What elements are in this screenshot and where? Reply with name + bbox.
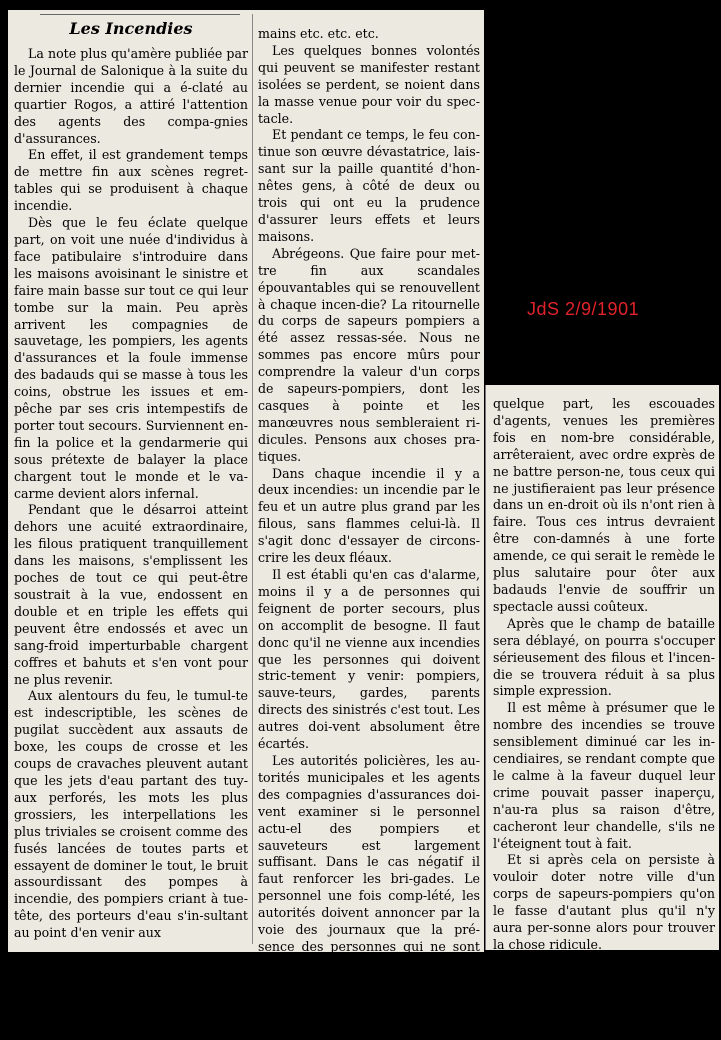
article-column-3: [493, 396, 715, 971]
paragraph: Pendant que le désarroi atteint dehors une acuité extraordinaire, les filous pratiquent tranquillement dans les maisons, s'emplissent les poches de tout ce qui peut-être soustrait à la vue, endossent en double et en triple les effets qui peuvent être endossés et avec un sang-froid imperturbable chargent coffres et bahuts et s'en vont pour ne plus revenir.: [14, 502, 248, 687]
paragraph: Et pendant ce temps, le feu con-tinue son œuvre dévastatrice, lais-sant sur la paille quantité d'hon-nêtes gens, à côté de deux ou trois qui ont eu la prudence d'assurer leurs effets et leurs maisons.: [258, 127, 480, 244]
paragraph: Abrégeons. Que faire pour met-tre fin aux scandales épouvantables qui se renouvellent à chaque incen-die? La ritournelle du corps de sapeurs pompiers a été assez ressas-sée. Nous ne sommes pas encore mûrs pour comprendre la valeur d'un corps de sapeurs-pompiers, dont les casques à pointe et les manœuvres nous sembleraient ri-dicules. Pensons aux choses pra-tiques.: [258, 245, 480, 464]
paragraph: En effet, il est grandement temps de mettre fin aux scènes regret-tables qui se produisent à chaque incendie.: [14, 147, 248, 214]
paragraph: Il est même à présumer que le nombre des incendies se trouve sensiblement diminué car les in-cendiaires, se rendant compte que le calme à la faveur duquel leur crime pouvait passer inaperçu, n'au-ra plus sa raison d'être, cacheront leur chandelle, s'ils ne l'éteignent tout à fait.: [493, 700, 715, 851]
paragraph: Les quelques bonnes volontés qui peuvent se manifester restant isolées se perdent, se noient dans la masse venue pour voir du spec-tacle.: [258, 42, 480, 126]
paragraph: Aux alentours du feu, le tumul-te est indescriptible, les scènes de pugilat succèdent aux assauts de boxe, les coups de crosse et les coups de cravaches pleuvent autant que les jets d'eau partant des tuy-aux perforés, les mots les plus grossiers, les interpellations les plus triviales se croisent comme des fusés lancées de toutes parts et essayent de dominer le tout, le bruit assourdissant des pompes à incendie, des pompiers criant à tue-tête, des porteurs d'eau s'in-sultant au point d'en venir aux: [14, 688, 248, 941]
paragraph: Dans chaque incendie il y a deux incendies: un incendie par le feu et un autre plus grand par les filous, sans flammes celui-là. Il s'agit donc d'essayer de circons-crire les deux fléaux.: [258, 465, 480, 566]
paragraph: Et si après cela on persiste à vouloir doter notre ville d'un corps de sapeurs-pompiers qu'on le fasse d'autant plus qu'il n'y aura per-sonne alors pour trouver la chose ridicule.: [493, 852, 715, 952]
article-column-2: [258, 26, 480, 1040]
paragraph: Il est établi qu'en cas d'alarme, moins il y a de personnes qui feignent de porter secours, plus on accomplit de besogne. Il faut donc qu'il ne vienne aux incendies que les personnes qui doivent stric-tement y venir: pompiers, sauve-teurs, gardes, parents directs des sinistrés c'est tout. Les autres doi-vent absolument être écartés.: [258, 567, 480, 752]
article-column-1: [14, 18, 248, 942]
column-divider: [252, 14, 253, 944]
paragraph: La note plus qu'amère publiée par le Journal de Salonique à la suite du dernier incendie qui a é-claté au quartier Rogos, a attiré l'attention des agents des compa-gnies d'assurances.: [14, 46, 248, 146]
article-title: Les Incendies: [69, 19, 193, 38]
paragraph: mains etc. etc. etc.: [258, 26, 379, 41]
paragraph: Après que le champ de bataille sera déblayé, on pourra s'occuper sérieusement des filous et l'incen-die se trouvera réduit à sa plus simple expression.: [493, 615, 715, 699]
source-caption: JdS 2/9/1901: [527, 299, 640, 319]
paragraph: Les autorités policières, les au-torités municipales et les agents des compagnies d'assurances doi-vent examiner si le personnel actu-el des pompiers et sauveteurs est largement suffisant. Dans le cas négatif il faut renforcer les bri-gades. Le personnel une fois comp-lété, les autorités doivent annoncer par la voie des journaux que la pré-sence des personnes qui ne sont pas directement et personnellement inté-ressées dans un incendie ne se-ra pas tolérée sur les lieux du sinistre. Dès que le feu éclaterait: [258, 752, 480, 1039]
author-signature: Urbain: [650, 952, 707, 971]
title-rule: [40, 14, 240, 15]
paragraph: Dès que le feu éclate quelque part, on voit une nuée d'individus à face patibulaire s'introduire dans les maisons avoisinant le sinistre et faire main basse sur tout ce qui leur tombe sur la main. Peu après arrivent les compagnies de sauvetage, les pompiers, les agents d'assurances et la foule immense des badauds qui se masse à tous les coins, obstrue les issues et em-pêche par ses cris intempestifs de porter tout secours. Surviennent en-fin la police et la gendarmerie qui sous prétexte de balayer la place chargent tout le monde et le va-carme devient alors infernal.: [14, 215, 248, 501]
paragraph: quelque part, les escouades d'agents, venues les premières fois en nom-bre considérable, arrêteraient, avec ordre exprès de ne battre person-ne, tous ceux qui ne justifieraient pas leur présence dans un en-droit où ils n'ont rien à faire. Tous ces intrus devraient être con-damnés à une forte amende, ce qui serait le remède le plus salutaire pour ôter aux badauds l'envie de souffrir un spectacle aussi coûteux.: [493, 396, 715, 614]
